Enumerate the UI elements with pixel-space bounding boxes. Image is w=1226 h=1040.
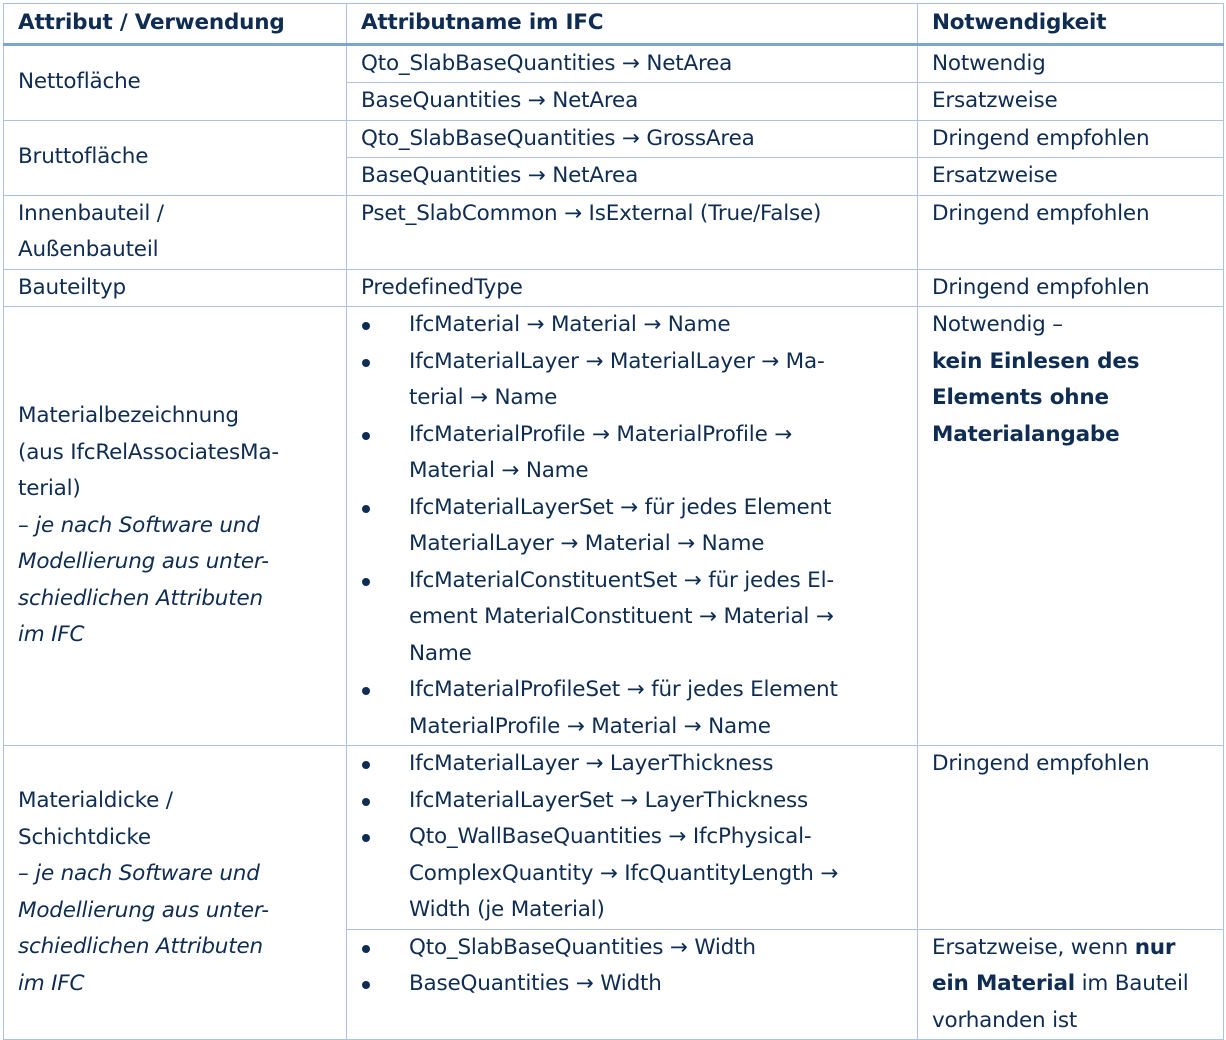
note-line: Modellierung aus unter-	[18, 549, 269, 575]
need-bold: Materialangabe	[932, 421, 1120, 447]
label-bruttoflaeche: Bruttofläche	[4, 120, 347, 195]
need-text: Ersatzweise, wenn	[932, 934, 1135, 960]
need-cell: Dringend empfohlen	[918, 746, 1224, 930]
label-line: Innenbauteil /	[18, 200, 164, 226]
need-line	[932, 966, 1209, 1003]
list-item	[357, 746, 903, 783]
need-bold: ein Material	[932, 971, 1075, 996]
table-header-row	[4, 4, 1224, 45]
table-row	[4, 307, 1224, 746]
label-line: Außenbauteil	[18, 237, 159, 262]
material-attr-list	[357, 307, 903, 745]
need-cell: Dringend empfohlen	[918, 120, 1224, 158]
list-item-line: Material → Name	[409, 458, 589, 483]
list-item-line: MaterialProfile → Material → Name	[409, 713, 771, 739]
table-row	[4, 44, 1224, 83]
label-materialdicke	[4, 746, 347, 1040]
note-line: – je nach Software und	[18, 512, 260, 538]
ifc-attribute-table	[3, 3, 1224, 1040]
note-line: Modellierung aus unter-	[18, 897, 269, 923]
list-item-line: IfcMaterialProfile → MaterialProfile →	[409, 421, 793, 447]
header-attribut: Attribut / Verwendung	[4, 4, 347, 45]
list-item	[357, 672, 903, 745]
list-item-line: IfcMaterialLayerSet → für jedes Element	[409, 494, 832, 520]
attr-cell: Qto_SlabBaseQuantities → GrossArea	[347, 120, 918, 158]
need-line	[932, 344, 1209, 381]
attr-list-cell	[347, 746, 918, 930]
need-line	[932, 930, 1209, 967]
list-item	[357, 966, 903, 1003]
need-line	[932, 417, 1209, 454]
list-item-line: IfcMaterial → Material → Name	[409, 312, 731, 337]
attr-cell: BaseQuantities → NetArea	[347, 158, 918, 196]
need-cell: Notwendig	[918, 44, 1224, 83]
label-line: (aus IfcRelAssociatesMa-	[18, 439, 279, 465]
label-nettoflaeche: Nettofläche	[4, 44, 347, 120]
list-item-line: MaterialLayer → Material → Name	[409, 531, 765, 556]
thickness-attr-list	[357, 746, 903, 929]
list-item	[357, 563, 903, 673]
need-line: vorhanden ist	[932, 1007, 1078, 1033]
label-materialbezeichnung	[4, 307, 347, 746]
need-bold: Elements ohne	[932, 385, 1109, 410]
list-item	[357, 344, 903, 417]
need-line	[932, 380, 1209, 417]
attr-cell: PredefinedType	[347, 269, 918, 307]
need-cell: Ersatzweise	[918, 83, 1224, 121]
list-item	[357, 783, 903, 820]
label-line: terial)	[18, 476, 81, 502]
list-item	[357, 930, 903, 967]
need-cell: Dringend empfohlen	[918, 195, 1224, 269]
need-cell	[918, 929, 1224, 1040]
thickness-attr-list-fallback	[357, 930, 903, 1003]
table-row	[4, 120, 1224, 158]
note-line: schiedlichen Attributen	[18, 585, 263, 611]
attr-cell: BaseQuantities → NetArea	[347, 83, 918, 121]
attr-list-cell	[347, 929, 918, 1040]
need-line: Notwendig –	[932, 312, 1063, 337]
note-line: im IFC	[18, 970, 85, 996]
label-line: Materialbezeichnung	[18, 403, 239, 429]
label-line: Schichtdicke	[18, 824, 151, 850]
list-item	[357, 819, 903, 929]
list-item-line: ement MaterialConstituent → Material →	[409, 604, 834, 629]
note-line: – je nach Software und	[18, 861, 260, 886]
note-line: im IFC	[18, 622, 85, 648]
list-item	[357, 490, 903, 563]
header-attributname: Attributname im IFC	[347, 4, 918, 45]
list-item-line: BaseQuantities → Width	[409, 971, 662, 996]
need-text: im Bauteil	[1074, 971, 1189, 996]
label-bauteiltyp: Bauteiltyp	[4, 269, 347, 307]
label-innenbauteil	[4, 195, 347, 269]
attr-list-cell	[347, 307, 918, 746]
label-line: Materialdicke /	[18, 788, 173, 813]
list-item-line: IfcMaterialConstituentSet → für jedes El-	[409, 567, 834, 593]
list-item	[357, 417, 903, 490]
need-bold: kein Einlesen des	[932, 348, 1140, 374]
list-item	[357, 307, 903, 344]
header-notwendigkeit: Notwendigkeit	[918, 4, 1224, 45]
list-item-line: Width (je Material)	[409, 897, 605, 922]
table-row	[4, 746, 1224, 930]
list-item-line: Name	[409, 640, 472, 666]
need-cell	[918, 307, 1224, 746]
list-item-line: IfcMaterialLayer → MaterialLayer → Ma-	[409, 348, 825, 374]
list-item-line: ComplexQuantity → IfcQuantityLength →	[409, 860, 839, 886]
list-item-line: IfcMaterialLayerSet → LayerThickness	[409, 787, 809, 813]
list-item-line: terial → Name	[409, 385, 558, 410]
need-cell: Dringend empfohlen	[918, 269, 1224, 307]
list-item-line: Qto_WallBaseQuantities → IfcPhysical-	[409, 824, 812, 849]
attr-cell: Qto_SlabBaseQuantities → NetArea	[347, 44, 918, 83]
table-row	[4, 269, 1224, 307]
need-cell: Ersatzweise	[918, 158, 1224, 196]
list-item-line: IfcMaterialProfileSet → für jedes Element	[409, 677, 838, 702]
list-item-line: IfcMaterialLayer → LayerThickness	[409, 751, 774, 776]
need-bold: nur	[1134, 934, 1176, 960]
attr-cell: Pset_SlabCommon → IsExternal (True/False)	[347, 195, 918, 269]
table-row	[4, 195, 1224, 269]
list-item-line: Qto_SlabBaseQuantities → Width	[409, 934, 756, 960]
note-line: schiedlichen Attributen	[18, 934, 263, 959]
